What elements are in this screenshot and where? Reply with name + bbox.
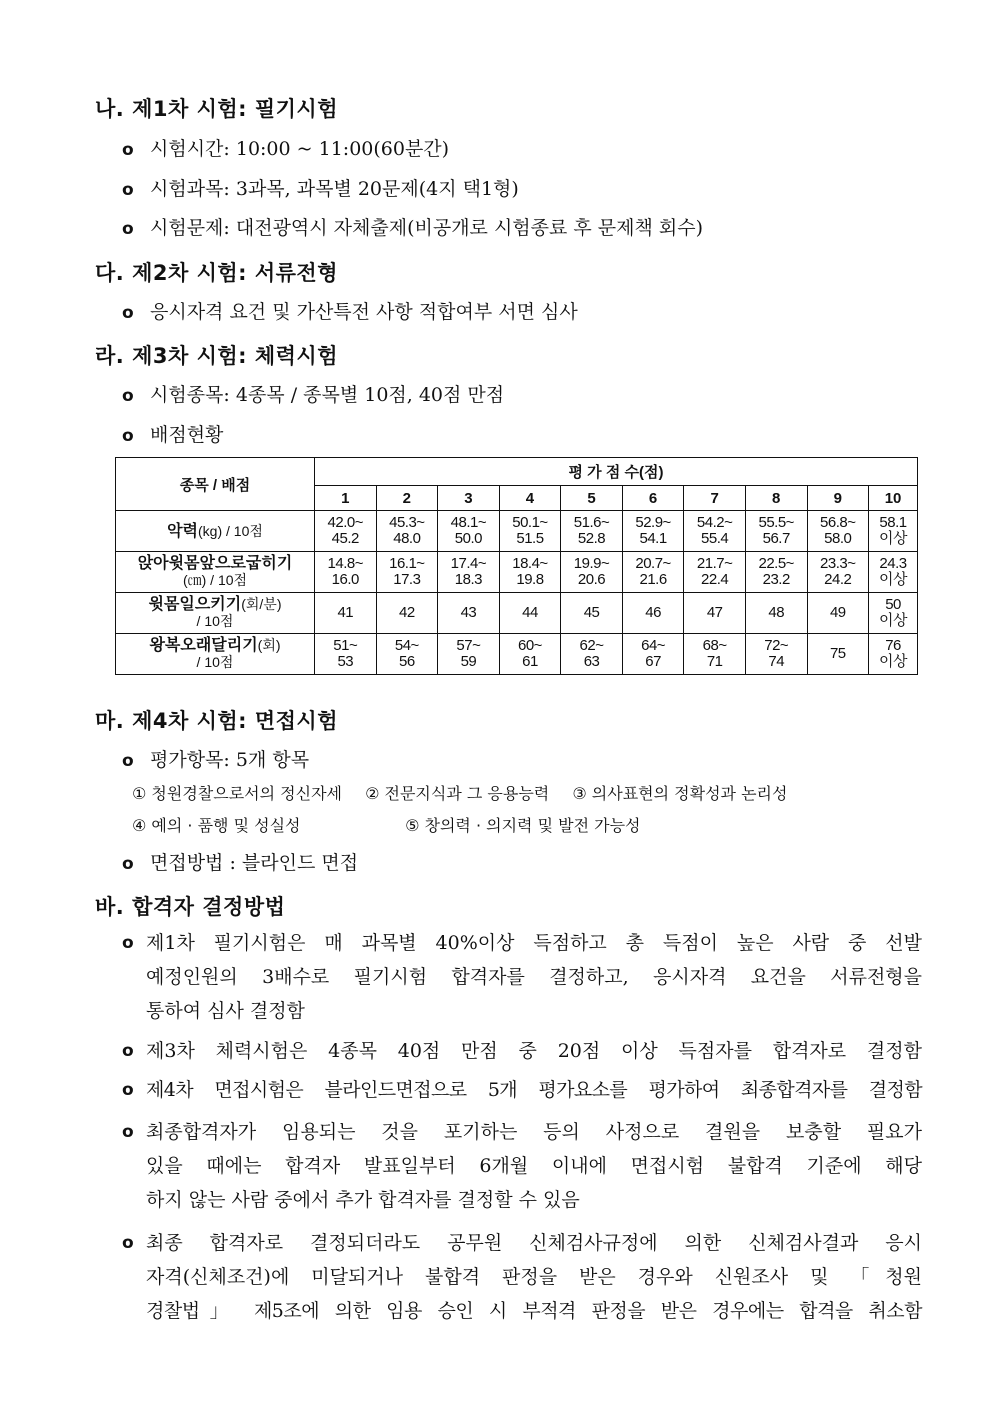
score-range-cell [376,593,438,634]
paragraph-item [122,1115,922,1217]
score-range-line: 63 [583,653,600,670]
table-corner-header: 종목 / 배점 [116,458,315,511]
paragraph-item [122,1073,922,1107]
score-range-line: 24.3 [879,555,907,572]
score-range-line: 16.1~ [389,555,425,572]
bullet-mark: o [122,854,134,874]
paragraph-line: 제4차 면접시험은 블라인드면접으로 5개 평가요소를 평가하여 최종합격자를 결정함 [146,1079,922,1101]
score-range-line: 46 [645,604,661,621]
event-max-score: / 10점 [196,654,234,670]
score-range-line: 56.8~ [820,514,856,531]
paragraph-line: 제1차 필기시험은 매 과목별 40%이상 득점하고 총 득점이 높은 사람 중 선발 [146,932,922,954]
score-header: 6 [622,486,684,511]
score-range-line: 58.0 [824,530,852,547]
paragraph-line: 제3차 체력시험은 4종목 40점 만점 중 20점 이상 득점자를 합격자로 결정함 [146,1040,922,1062]
bullet-mark: o [122,1041,134,1061]
event-label-cell [116,552,315,593]
bullet-text: 시험문제: 대전광역시 자체출제(비공개로 시험종료 후 문제책 회수) [150,217,704,239]
score-range-line: 19.8 [516,571,544,588]
criteria-item: ② 전문지식과 그 응용능력 [365,784,550,803]
score-range-cell [622,552,684,593]
score-range-line: 18.4~ [512,555,548,572]
score-range-cell [807,552,869,593]
criteria-line [132,781,805,804]
score-range-line: 61 [522,653,538,670]
event-label-cell [116,634,315,675]
score-range-cell [561,511,623,552]
score-range-line: 47 [706,604,723,621]
event-max-score: (㎝) / 10점 [182,572,248,588]
score-range-cell [622,511,684,552]
section-heading-ra: 라. 제3차 시험: 체력시험 [95,344,338,368]
score-range-line: 52.9~ [635,514,671,531]
score-range-cell [315,634,377,675]
score-range-line: 57~ [456,637,481,654]
score-range-line: 74 [768,653,785,670]
score-range-cell [499,593,561,634]
score-range-line: 22.4 [701,571,729,588]
score-range-cell [315,552,377,593]
score-range-line: 48.0 [393,530,421,547]
event-unit: (kg) / 10점 [198,522,263,539]
score-range-line: 56.7 [762,530,790,547]
score-range-cell [622,593,684,634]
score-range-cell [869,634,918,675]
score-header: 4 [499,486,561,511]
score-range-line: 72~ [764,637,789,654]
score-range-line: 17.4~ [450,555,487,572]
score-range-line: 20.7~ [635,555,671,572]
bullet-mark: o [122,180,134,200]
bullet-item [122,745,309,772]
score-range-cell [376,511,438,552]
table-group-header: 평 가 점 수(점) [315,458,918,486]
score-range-cell [561,593,623,634]
section-heading-da: 다. 제2차 시험: 서류전형 [95,261,338,285]
bullet-item [122,297,578,324]
score-range-line: 62~ [579,637,604,654]
score-header: 8 [745,486,807,511]
score-range-line: 50.1~ [512,514,548,531]
score-range-line: 42 [399,604,415,621]
score-range-cell [684,552,746,593]
score-table [115,457,918,675]
score-header: 5 [561,486,623,511]
score-range-line: 59 [460,653,477,670]
score-range-line: 45 [583,604,600,621]
event-name: 악력 [167,522,199,540]
score-range-line: 45.2 [331,530,359,547]
score-header: 9 [807,486,869,511]
paragraph-item [122,1034,922,1068]
paragraph-line: 최종합격자가 임용되는 것을 포기하는 등의 사정으로 결원을 보충할 필요가 [146,1121,922,1143]
section-heading-ma: 마. 제4차 시험: 면접시험 [95,709,338,733]
bullet-item [122,174,519,201]
score-range-cell [745,634,807,675]
bullet-text: 시험시간: 10:00 ~ 11:00(60분간) [150,138,450,160]
score-range-line: 48.1~ [450,514,487,531]
score-range-cell [684,593,746,634]
score-range-line: 58.1 [879,514,907,531]
event-label-line [116,555,314,572]
event-unit: (회) [257,637,281,653]
table-row [116,552,918,593]
score-range-line: 51.6~ [573,514,610,531]
score-range-cell [438,552,500,593]
criteria-item: ① 청원경찰으로서의 정신자세 [132,784,342,803]
bullet-mark: o [122,1122,134,1142]
bullet-mark: o [122,140,134,160]
bullet-mark: o [122,219,134,239]
score-range-line: 48 [768,604,785,621]
paragraph-line: 최종 합격자로 결정되더라도 공무원 신체검사규정에 의한 신체검사결과 응시 [146,1232,922,1254]
score-range-cell [622,634,684,675]
criteria-item: ③ 의사표현의 정확성과 논리성 [572,784,788,803]
score-range-line: 49 [829,604,846,621]
score-range-line: 14.8~ [327,555,364,572]
table-row [116,634,918,675]
criteria-line [132,813,659,836]
score-header: 10 [869,486,918,511]
score-range-line: 24.2 [824,571,852,588]
paragraph-line: 경찰법」 제5조에 의한 임용 승인 시 부적격 판정을 받은 경우에는 합격을 취소함 [146,1300,922,1322]
score-range-line: 17.3 [393,571,421,588]
score-range-cell [745,593,807,634]
score-header: 7 [684,486,746,511]
score-range-line: 52.8 [577,530,606,547]
event-name: 앉아윗몸앞으로굽히기 [137,555,293,572]
event-name: 윗몸일으키기 [148,596,242,613]
score-range-cell [561,552,623,593]
score-range-line: 이상 [879,612,908,629]
score-range-line: 이상 [879,653,908,670]
paragraph-line: 예정인원의 3배수로 필기시험 합격자를 결정하고, 응시자격 요건을 서류전형을 [146,966,922,988]
table-row [116,593,918,634]
score-range-line: 67 [645,653,661,670]
score-range-line: 42.0~ [327,514,364,531]
score-range-cell [315,593,377,634]
score-range-line: 55.5~ [758,514,794,531]
score-range-line: 60~ [517,637,542,654]
score-range-line: 56 [399,653,415,670]
score-range-line: 44 [522,604,538,621]
score-range-line: 68~ [702,637,727,654]
score-range-line: 76 [885,637,901,654]
section-heading-ba: 바. 합격자 결정방법 [95,895,286,919]
score-range-cell [807,593,869,634]
paragraph-item [122,1226,922,1328]
score-range-cell [745,511,807,552]
score-range-cell [499,552,561,593]
score-range-line: 21.6 [639,571,667,588]
bullet-item [122,134,449,161]
score-range-line: 18.3 [454,571,482,588]
bullet-mark: o [122,1233,134,1253]
score-range-cell [499,511,561,552]
bullet-text: 평가항목: 5개 항목 [150,749,310,771]
score-range-cell [376,552,438,593]
score-range-line: 71 [706,653,723,670]
bullet-item [122,420,223,447]
bullet-text: 면접방법 : 블라인드 면접 [150,852,359,874]
event-name: 왕복오래달리기 [149,637,258,654]
score-range-cell [315,511,377,552]
score-range-line: 41 [337,604,354,621]
score-range-line: 이상 [879,530,908,547]
score-range-cell [684,511,746,552]
score-range-line: 54~ [394,637,419,654]
bullet-item [122,848,358,875]
score-range-cell [684,634,746,675]
table-row [116,511,918,552]
bullet-text: 시험종목: 4종목 / 종목별 10점, 40점 만점 [150,384,505,406]
bullet-text: 배점현황 [150,424,224,446]
event-label-line [116,523,314,540]
event-label-cell [116,593,315,634]
criteria-item: ⑤ 창의력 · 의지력 및 발전 가능성 [405,816,641,835]
score-range-line: 50.0 [454,530,482,547]
paragraph-line: 자격(신체조건)에 미달되거나 불합격 판정을 받은 경우와 신원조사 및 「청원 [146,1266,922,1288]
bullet-mark: o [122,751,134,771]
score-range-cell [438,593,500,634]
paragraph-line: 있을 때에는 합격자 발표일부터 6개월 이내에 면접시험 불합격 기준에 해당 [146,1155,922,1177]
score-range-cell [438,634,500,675]
score-range-line: 75 [829,645,846,662]
event-label-line [116,637,314,654]
score-range-line: 50 [885,596,901,613]
score-range-cell [499,634,561,675]
score-range-line: 22.5~ [758,555,794,572]
bullet-mark: o [122,386,134,406]
score-range-line: 21.7~ [696,555,733,572]
score-range-line: 23.3~ [820,555,856,572]
bullet-mark: o [122,933,134,953]
score-header: 1 [315,486,377,511]
score-range-cell [561,634,623,675]
score-range-line: 55.4 [701,530,729,547]
bullet-text: 시험과목: 3과목, 과목별 20문제(4지 택1형) [150,178,519,200]
criteria-item: ④ 예의 · 품행 및 성실성 [132,816,301,835]
score-range-cell [807,511,869,552]
score-range-line: 54.1 [639,530,667,547]
score-range-line: 23.2 [762,571,790,588]
paragraph-line: 통하여 심사 결정함 [146,1000,305,1022]
section-heading-na: 나. 제1차 시험: 필기시험 [95,97,338,121]
score-range-line: 19.9~ [573,555,610,572]
score-range-cell [869,552,918,593]
score-range-cell [869,511,918,552]
event-max-score: / 10점 [196,613,234,629]
score-header: 2 [376,486,438,511]
score-range-line: 이상 [879,571,908,588]
score-range-line: 43 [460,604,477,621]
event-label-cell [116,511,315,552]
score-range-line: 51.5 [516,530,544,547]
bullet-text: 응시자격 요건 및 가산특전 사항 적합여부 서면 심사 [150,301,578,323]
score-header: 3 [438,486,500,511]
score-range-line: 51~ [333,637,358,654]
score-range-cell [376,634,438,675]
bullet-item [122,213,703,240]
score-range-cell [869,593,918,634]
score-range-line: 64~ [641,637,666,654]
score-range-line: 16.0 [331,571,359,588]
score-range-cell [745,552,807,593]
score-range-cell [438,511,500,552]
score-range-line: 20.6 [577,571,606,588]
score-range-cell [807,634,869,675]
event-label-line [116,596,314,613]
bullet-item [122,380,504,407]
score-range-line: 45.3~ [389,514,425,531]
bullet-mark: o [122,1080,134,1100]
score-range-line: 53 [337,653,354,670]
score-range-line: 54.2~ [696,514,733,531]
bullet-mark: o [122,426,134,446]
paragraph-item [122,926,922,1028]
bullet-mark: o [122,303,134,323]
paragraph-line: 하지 않는 사람 중에서 추가 합격자를 결정할 수 있음 [146,1189,580,1211]
event-unit: (회/분) [241,596,282,612]
